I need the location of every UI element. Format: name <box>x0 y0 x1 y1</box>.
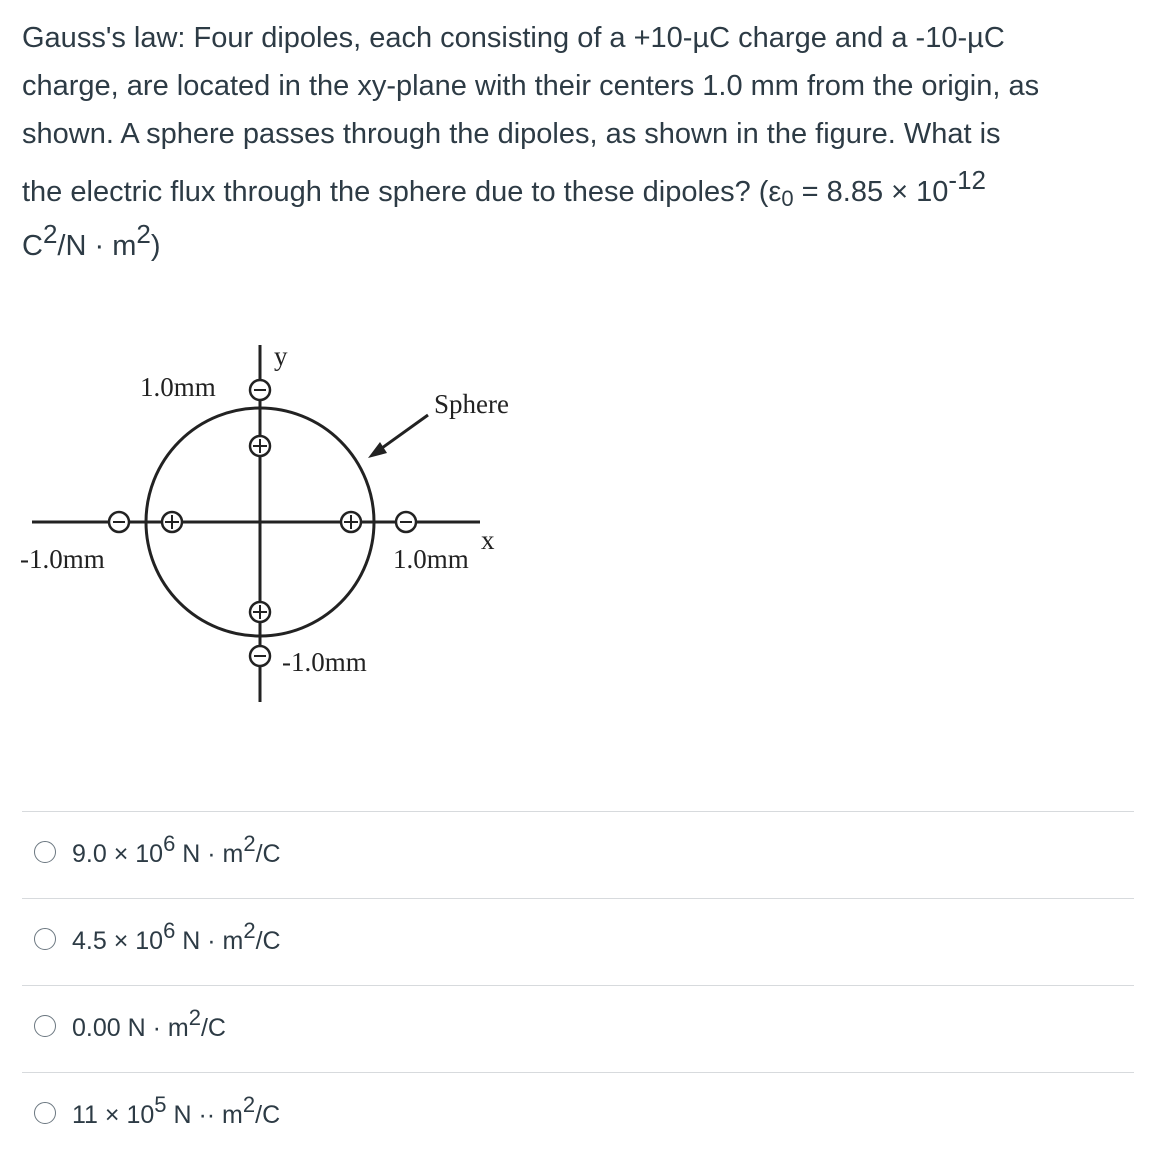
answer-1-exponent: 6 <box>163 831 176 856</box>
answer-option-4[interactable] <box>22 1072 1134 1159</box>
unit-c-exponent: 2 <box>42 219 58 249</box>
answer-2-unit-exponent: 2 <box>243 918 256 943</box>
radio-button-4[interactable] <box>34 1102 56 1124</box>
answer-3-unit-tail: /C <box>200 1014 226 1042</box>
question-line-4 <box>22 165 1142 216</box>
radio-button-2[interactable] <box>34 928 56 950</box>
answer-text-1[interactable] <box>72 831 281 869</box>
question-line-4-text: the electric flux through the sphere due to these dipoles? (ε <box>22 176 782 208</box>
answer-text-2[interactable] <box>72 918 281 956</box>
unit-c: C <box>22 230 43 262</box>
bottom-tick-label: -1.0mm <box>282 647 367 677</box>
epsilon-subscript: 0 <box>781 186 794 211</box>
sphere-arrowhead <box>368 442 387 458</box>
left-tick-label: -1.0mm <box>20 544 105 574</box>
answer-3-mantissa: 0.00 <box>72 1014 121 1042</box>
top-tick-label: 1.0mm <box>140 372 216 402</box>
answer-option-1[interactable] <box>22 811 1134 898</box>
answer-2-unit-tail: /C <box>255 927 281 955</box>
dipole-figure <box>0 325 560 725</box>
answer-4-mantissa: 11 × 10 <box>72 1101 155 1129</box>
answer-option-3[interactable] <box>22 985 1134 1072</box>
answer-4-unit-tail: /C <box>255 1101 281 1129</box>
question-line-3: shown. A sphere passes through the dipoles, as shown in the figure. What is <box>22 118 1001 150</box>
dipole-diagram <box>0 325 560 725</box>
answer-4-unit: N ·· m <box>166 1101 243 1129</box>
right-tick-label: 1.0mm <box>393 544 469 574</box>
y-axis-label: y <box>274 341 288 371</box>
answer-1-unit-exponent: 2 <box>243 831 256 856</box>
answer-2-mantissa: 4.5 × 10 <box>72 927 164 955</box>
answer-2-exponent: 6 <box>163 918 176 943</box>
answer-text-3[interactable] <box>72 1005 226 1043</box>
unit-nm: /N · m <box>57 230 137 262</box>
radio-button-1[interactable] <box>34 841 56 863</box>
epsilon-value: = 8.85 × 10 <box>793 176 949 208</box>
answer-text-4[interactable] <box>72 1092 281 1130</box>
question-line-5 <box>22 219 1142 270</box>
answer-2-unit: N · m <box>175 927 244 955</box>
answer-4-unit-exponent: 2 <box>242 1092 256 1117</box>
unit-close-paren: ) <box>150 230 161 262</box>
answer-4-exponent: 5 <box>154 1092 167 1117</box>
question-line-1: Gauss's law: Four dipoles, each consisting of a +10-µC charge and a -10-µC <box>22 22 1005 54</box>
answer-option-2[interactable] <box>22 898 1134 985</box>
radio-button-3[interactable] <box>34 1015 56 1037</box>
question-text <box>22 14 1142 270</box>
answer-3-unit-exponent: 2 <box>188 1005 201 1030</box>
x-axis-label: x <box>481 525 495 555</box>
epsilon-exponent: -12 <box>948 165 986 195</box>
answer-3-unit: N · m <box>120 1014 189 1042</box>
answer-1-mantissa: 9.0 × 10 <box>72 840 164 868</box>
question-line-2: charge, are located in the xy-plane with their centers 1.0 mm from the origin, as <box>22 70 1040 102</box>
unit-m-exponent: 2 <box>136 219 151 249</box>
answer-1-unit-tail: /C <box>255 840 281 868</box>
answer-list <box>22 811 1134 1159</box>
sphere-label: Sphere <box>434 389 509 419</box>
answer-1-unit: N · m <box>175 840 244 868</box>
